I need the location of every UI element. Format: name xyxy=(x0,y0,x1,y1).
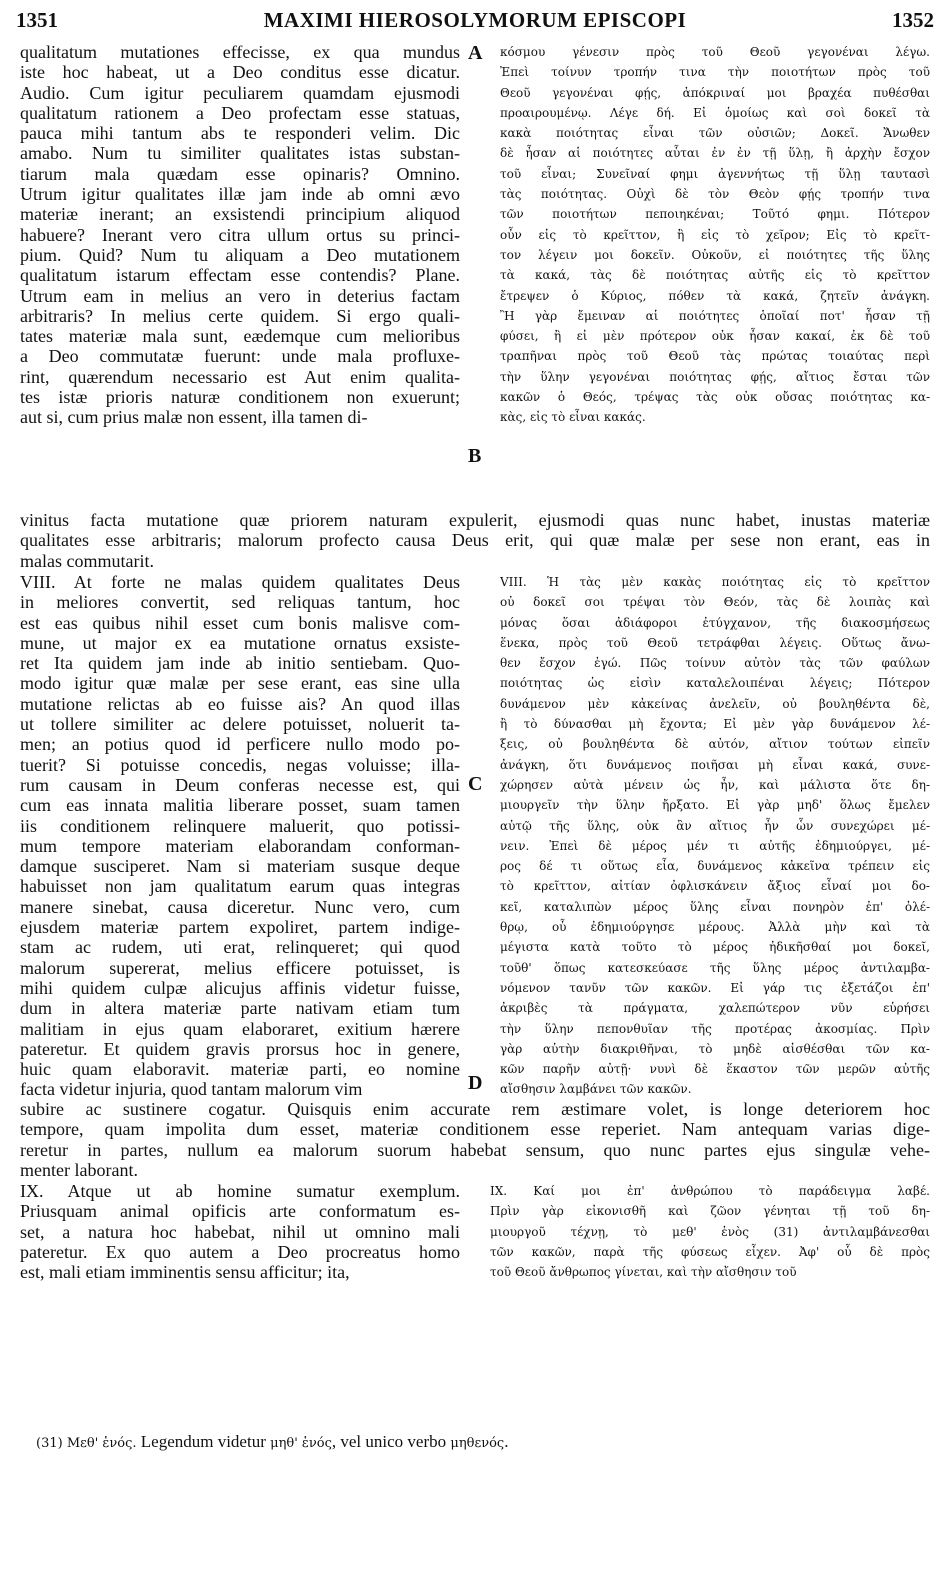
text-line: vinitus facta mutatione quæ priorem naturam expulerit, ejusmodi quas nunc habet, inustas materiæ xyxy=(20,510,930,530)
right-page-number: 1352 xyxy=(892,8,934,32)
margin-letter-a: A xyxy=(468,42,483,64)
text-line: huic quam elaboravit. materiæ parti, eo nomine xyxy=(20,1059,460,1080)
text-line: κακὰ ποιότητας εἶναι τῶν οὐσιῶν; Δοκεῖ. Ἄνωθεν xyxy=(500,126,930,141)
text-line: mune, ut major ex ea mutatione ornatus exsiste- xyxy=(20,632,460,653)
text-line: qualitates esse arbitraris; malorum profecto causa Deus erit, qui quæ malæ per sese non erant, eas in xyxy=(20,530,930,551)
text-line: κακῶν ὁ Θεός, τρέψας τὰς οὐκ οὔσας ποιότητας κα- xyxy=(500,390,930,405)
text-line: materiæ inerant; an exsistendi principium aliquod xyxy=(20,204,460,225)
text-line: τὸ κρεῖττον, αἰτίαν ὀφλισκάνειν ἄξιος εἶναί μοι δο- xyxy=(500,879,930,894)
text-line: τῶν κακῶν, παρὰ τῆς φύσεως εἶχεν. Ἀφ' οὗ δὲ πρὸς xyxy=(490,1244,930,1259)
text-line: tiarum mala quædam esse opinaris? Omnino. xyxy=(20,163,460,184)
text-line: δυνάμενον μὲν κἀκείνας ἀνελεῖν, οὐ βουληθέντα δὲ, xyxy=(500,696,930,711)
text-line: προαιρουμένῳ. Λέγε δή. Εἰ ὁμοίως καὶ σοὶ δοκεῖ τὰ xyxy=(500,105,930,120)
text-line: qualitatum mutationes effecisse, ex qua mundus xyxy=(20,42,460,62)
text-line: qualitatum istarum effectam esse contendis? Plane. xyxy=(20,265,460,286)
margin-letter-b: B xyxy=(468,445,482,467)
running-header xyxy=(16,8,934,36)
text-line: ἀνάγκη, ὅτι δυνάμενος ποιῆσαι μὴ εἶναι κακά, συνε- xyxy=(500,757,930,772)
text-line: aut si, cum prius malæ non essent, illa tamen di- xyxy=(20,407,368,428)
text-line: tempore, quam impolita dum esset, materiæ conditionem esse reperiet. Nam antequam varias dige- xyxy=(20,1119,930,1140)
text-line: ret Ita quidem jam inde ab initio sentiebam. Quo- xyxy=(20,653,460,674)
text-line: ἕνεκα, πρὸς τοῦ Θεοῦ τετράφθαι λέγεις. Οὕτως ἄνω- xyxy=(500,635,930,650)
text-line: manere sinebat, causa diceretur. Nunc vero, cum xyxy=(20,896,460,917)
greek-column-top xyxy=(500,42,930,428)
text-line: Priusquam animal opificis arte conformatum es- xyxy=(20,1201,460,1222)
margin-letter-c: C xyxy=(468,773,483,795)
text-line: τὴν ὕλην γεγονέναι ποιότητας φῄς, αἴτιος ἔσται τῶν xyxy=(500,369,930,384)
text-line: menter laborant. xyxy=(20,1159,138,1180)
text-line: IX. Καί μοι ἐπ' ἀνθρώπου τὸ παράδειγμα λαβέ. xyxy=(490,1184,930,1198)
text-line: iste hoc habeat, ut a Deo conditus esse dicatur. xyxy=(20,62,460,83)
text-line: μέγιστα κατὰ τοῦτο τὸ μέρος ἠδικῆσθαί μοι δοκεῖ, xyxy=(500,940,930,955)
footnote xyxy=(36,1432,508,1452)
text-line: dum in altera materiæ parte nativam etiam tum xyxy=(20,998,460,1019)
text-line: Πρὶν γὰρ εἰκονισθῆ καὶ ζῶον γένηται τῇ τοῦ δη- xyxy=(490,1204,930,1219)
text-line: damque susciperet. Nam si materiam susque deque xyxy=(20,856,460,877)
text-line: θρῳ, οὗ ἐδημιούργησε μέρους. Ἀλλὰ μὴν καὶ τὰ xyxy=(500,920,930,935)
text-line: subire ac sustinere cogatur. Quisquis enim accurate rem æstimare volet, is longe deteriorem hoc xyxy=(20,1099,930,1119)
text-line: ejusdem materiæ partem expoliret, partem indige- xyxy=(20,917,460,938)
text-line: a Deo commutatæ fuerunt: unde mala profluxe- xyxy=(20,346,460,367)
text-line: τοῦ Θεοῦ ἄνθρωπος γίνεται, καὶ τὴν αἴσθησιν τοῦ xyxy=(490,1265,797,1280)
text-line: τὰς ποιότητας. Οὐχὶ δὲ τὸν Θεὸν φῄς τροπήν τινα xyxy=(500,187,930,202)
text-line: set, a natura hoc habebat, nihil ut omnino mali xyxy=(20,1221,460,1242)
running-title: MAXIMI HIEROSOLYMORUM EPISCOPI xyxy=(263,8,687,32)
text-line: habuisset non jam qualitatum earum quas integras xyxy=(20,876,460,897)
text-line: reretur in partes, nullum ea malorum suorum habebat sensum, quo nunc partes ejus singulæ vehe- xyxy=(20,1139,930,1160)
text-line: ἢ τὸ δύνασθαι μὴ ἔχοντα; Εἰ μὲν γὰρ δυνάμενον λέ- xyxy=(500,717,930,732)
text-line: pauca mihi tantum abs te responderi velim. Dic xyxy=(20,123,460,144)
text-line: mum tempore materiam elaborandam conforman- xyxy=(20,835,460,856)
text-line: malitiam in ejus quam elaboraret, exitium hærere xyxy=(20,1018,460,1039)
text-line: τραπῆναι πρὸς τοῦ Θεοῦ τὰς πρώτας τοιαύτας περὶ xyxy=(500,349,930,364)
text-line: pateretur. Ex quo autem a Deo procreatus homo xyxy=(20,1241,460,1262)
text-line: τοῦ εἶναι; Συνεῖναί φημι ἀγεννήτως τῇ ὕλῃ ταυτασὶ xyxy=(500,166,930,181)
footnote-text-2: , vel unico verbo xyxy=(331,1432,451,1451)
latin-column-section-ix xyxy=(20,1181,460,1282)
footnote-text: Legendum videtur xyxy=(136,1432,271,1451)
text-line: rint, quærendum necessario est Aut enim qualita- xyxy=(20,366,460,387)
left-page-number: 1351 xyxy=(16,8,58,32)
footnote-end: . xyxy=(504,1432,509,1451)
text-line: Θεοῦ γεγονέναι φῄς, ἀπόκριναί μοι βραχέα πυθέσθαι xyxy=(500,85,930,100)
text-line: men; an potius quod id perficere nullo modo po- xyxy=(20,734,460,755)
text-line: ξεις, οὐ βουληθέντα δὲ αὐτόν, αἴτιον τούτων εἰπεῖν xyxy=(500,737,930,752)
text-line: modo igitur quæ malæ per sese erant, eas sine ulla xyxy=(20,673,460,694)
greek-column-section-ix xyxy=(490,1181,930,1282)
text-line: tes istæ prioris naturæ conditionem non exuerunt; xyxy=(20,387,460,408)
text-line: malorum supererat, melius efficere potuisset, is xyxy=(20,957,460,978)
text-line: κὰς, εἰς τὸ εἶναι κακάς. xyxy=(500,410,646,425)
text-line: νόμενον τανῦν τῶν κακῶν. Εἰ γάρ τις ἐξετάζοι ἐπ' xyxy=(500,980,930,995)
text-line: κῶν παρῆν αὐτῇ· νυνὶ δὲ ἕκαστον τῶν μερῶν αὐτῆς xyxy=(500,1062,930,1077)
footnote-greek-1: μηθ' ἑνός xyxy=(270,1436,332,1451)
text-line: cum eas innata malitia liberare posset, suam tamen xyxy=(20,795,460,816)
text-line: φύσει, ἢ εἰ μὲν πρότερον οὐκ ἦσαν κακαί, ἐκ δὲ τοῦ xyxy=(500,329,930,344)
text-line: οὐ δοκεῖ σοι τρέψαι τὸν Θεόν, τὰς δὲ λοιπὰς καὶ xyxy=(500,595,930,610)
text-line: malas commutarit. xyxy=(20,550,154,571)
text-line: est, mali etiam imminentis sensu afficitur; ita, xyxy=(20,1262,350,1283)
text-line: est eas quibus nihil esset cum bonis malisve com- xyxy=(20,612,460,633)
text-line: ἔτρεψεν ὁ Κύριος, πόθεν τὰ κακά, ζητεῖν ἀνάγκη. xyxy=(500,288,930,303)
text-line: IX. Atque ut ab homine sumatur exemplum. xyxy=(20,1181,460,1201)
text-line: Audio. Cum igitur peculiarem quamdam ejusmodi xyxy=(20,82,460,103)
text-line: amabo. Num tu similiter qualitates istas substan- xyxy=(20,143,460,164)
latin-full-width-continuation-2 xyxy=(20,1099,930,1180)
text-line: Utrum igitur qualitates illæ jam inde ab omni ævo xyxy=(20,184,460,205)
text-line: δὲ ἦσαν αἱ ποιότητες αὗται ἐν ἐν τῇ ὕλῃ, ἢ ἀρχὴν ἔσχον xyxy=(500,146,930,161)
text-line: Utrum eam in melius an vero in deterius factam xyxy=(20,285,460,306)
footnote-mark: (31) Μεθ' ἑνός. xyxy=(36,1436,137,1451)
text-line: μιουργοῦ τέχνῃ, τὸ μεθ' ἑνὸς (31) ἀντιλαμβάνεσθαι xyxy=(490,1224,930,1239)
text-line: facta videtur injuria, quod tantam malorum vim xyxy=(20,1079,363,1100)
text-line: τῶν ποιοτήτων πεποιηκέναι; Τοῦτό φημι. Πότερον xyxy=(500,207,930,222)
text-line: οὖν εἰς τὸ κρεῖττον, ἢ εἰς τὸ χεῖρον; Εἰς τὸ κρεῖτ- xyxy=(500,227,930,242)
text-line: αὐτῷ τῆς ὕλης, οὐκ ἂν αἴτιος ἦν ὧν συνεχώρει μέ- xyxy=(500,818,930,833)
latin-column-top xyxy=(20,42,460,428)
text-line: stam ac rudem, uti erat, relinqueret; qui quod xyxy=(20,937,460,958)
text-line: κεῖ, καταλιπὼν μέρος ὕλης εἶναι πονηρὸν ἐπ' ὀλέ- xyxy=(500,899,930,914)
text-line: mutatione relictas ab eo fuisse ais? An quod illas xyxy=(20,693,460,714)
text-line: in meliores convertit, sed reliquas tantum, hoc xyxy=(20,592,460,613)
text-line: VIII. At forte ne malas quidem qualitates Deus xyxy=(20,572,460,592)
text-line: qualitatum rationem a Deo profectam esse statuas, xyxy=(20,102,460,123)
text-line: χώρησεν αὐτὰ μένειν ὡς ἦν, καὶ μάλιστα ὅτε δη- xyxy=(500,777,930,792)
text-line: pium. Quid? Num tu aliquam a Deo mutationem xyxy=(20,244,460,265)
text-line: μιουργεῖν τὴν ὕλην ἤρξατο. Εἰ γὰρ μηδ' ὅλως ἔμελεν xyxy=(500,798,930,813)
text-line: μόνας ὅσαι ἀδιάφοροι ἐτύγχανον, τῆς διακοσμήσεως xyxy=(500,615,930,630)
text-line: κόσμου γένεσιν πρὸς τοῦ Θεοῦ γεγονέναι λέγω. xyxy=(500,45,930,59)
greek-column-section-viii xyxy=(500,572,930,1100)
text-line: νειν. Ἐπεὶ δὲ μέρος μέν τι αὐτῆς ἐδημιούργει, μέ- xyxy=(500,838,930,853)
text-line: τοῦθ' ὅπως κατεσκεύασε τῆς ὕλης μέρος ἀντιλαμβα- xyxy=(500,960,930,975)
latin-column-section-viii xyxy=(20,572,460,1100)
latin-full-width-continuation xyxy=(20,510,930,571)
margin-letter-d: D xyxy=(468,1072,483,1094)
text-line: ποιότητας ὡς εἰσὶν καταλελοιπέναι λέγεις; Πότερον xyxy=(500,676,930,691)
text-line: Ἐπεὶ τοίνυν τροπήν τινα τὴν ποιοτήτων πρὸς τοῦ xyxy=(500,65,930,80)
text-line: tuerit? Si potuisse concedis, negas voluisse; illa- xyxy=(20,754,460,775)
text-line: tates materiæ mala sunt, eædemque cum melioribus xyxy=(20,326,460,347)
text-line: Ἢ γὰρ ἔμειναν αἱ ποιότητες ὁποῖαί ποτ' ἦσαν τῇ xyxy=(500,308,930,323)
text-line: ut tollere similiter ac delere potuisset, noluerit ta- xyxy=(20,714,460,735)
text-line: iis conditionem relinquere maluerit, quo potissi- xyxy=(20,815,460,836)
text-line: arbitraris? In melius certe quidem. Si ergo quali- xyxy=(20,305,460,326)
text-line: mihi quidem culpæ alicujus affinis videtur fuisse, xyxy=(20,977,460,998)
text-line: rum causam in Deum conferas necesse est, qui xyxy=(20,774,460,795)
text-line: γὰρ αὐτὴν διακριθῆναι, τὸ μηδὲ αἰσθέσθαι τῶν κα- xyxy=(500,1041,930,1056)
text-line: αἴσθησιν λαμβάνει τῶν κακῶν. xyxy=(500,1082,692,1097)
text-line: τὰ κακά, τὰς δὲ ποιότητας αὐτῆς εἰς τὸ κρεῖττον xyxy=(500,268,930,283)
text-line: habuere? Inerant vero citra ullum ortus su princi- xyxy=(20,224,460,245)
text-line: VIII. Ἡ τὰς μὲν κακὰς ποιότητας εἰς τὸ κρεῖττον xyxy=(500,575,930,589)
text-line: τον λέγειν μοι δοκεῖν. Οὐκοῦν, εἰ ποιότητες τῆς ὕλης xyxy=(500,247,930,262)
text-line: τὴν ὕλην πεπονθυῖαν τῆς προτέρας ἀκοσμίας. Πρὶν xyxy=(500,1021,930,1036)
footnote-greek-2: μηθενός xyxy=(450,1436,505,1451)
text-line: pateretur. Et quidem gravis prorsus hoc in genere, xyxy=(20,1038,460,1059)
text-line: ρος δέ τι οὕτως εἶα, δυνάμενος κἀκεῖνα τρέπειν εἰς xyxy=(500,859,930,874)
text-line: ἀκριβὲς τὰ πράγματα, χαλεπώτερον νῦν εὑρήσει xyxy=(500,1001,930,1016)
text-line: θεν ἔσχον ἐγώ. Πῶς τοίνυν αὐτὸν τὰς τῶν φαύλων xyxy=(500,656,930,671)
